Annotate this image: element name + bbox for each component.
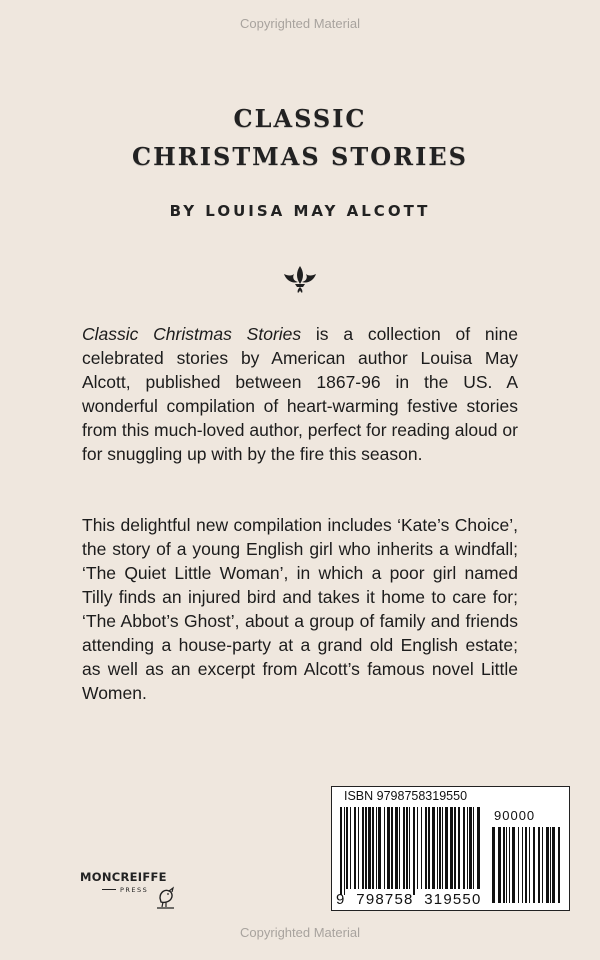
isbn-barcode-block <box>331 786 570 911</box>
publisher-name: MONCREIFFE <box>80 870 167 884</box>
description-paragraph-1-text: is a collection of nine celebrated stories by American author Louisa May Alcott, published between 1867-96 in the US. A wonderful compilation of heart-warming festive stories from this much-loved author, perfect for reading aloud or for snuggling up with by the fire this season. <box>82 324 518 464</box>
book-title-italic: Classic Christmas Stories <box>82 324 302 344</box>
description-paragraph-1 <box>82 322 518 466</box>
isbn-label: ISBN 9798758319550 <box>344 789 468 803</box>
publisher-logo <box>80 870 182 920</box>
copyright-watermark-bottom: Copyrighted Material <box>240 925 360 940</box>
fleur-de-lis-icon <box>280 262 320 294</box>
copyright-watermark-top: Copyrighted Material <box>240 16 360 31</box>
book-title-line-1: CLASSIC <box>233 104 367 133</box>
bird-icon <box>154 884 180 910</box>
publisher-rule <box>102 889 116 890</box>
publisher-sub: PRESS <box>120 886 149 894</box>
description-paragraph-2: This delightful new compilation includes ‘Kate’s Choice’, the story of a young English girl who inherits a windfall; ‘The Quiet Little Woman’, in which a poor girl named Tilly finds an injured bird and takes it home to care for; ‘The Abbot’s Ghost’, about a group of family and friends attending a house-party at a grand old English estate; as well as an excerpt from Alcott’s famous novel Little Women. <box>82 515 518 703</box>
book-title-line-2: CHRISTMAS STORIES <box>132 142 468 171</box>
barcode-digits: 9 798758 319550 <box>336 891 482 908</box>
author-byline: BY LOUISA MAY ALCOTT <box>169 202 431 220</box>
price-code: 90000 <box>494 808 536 823</box>
